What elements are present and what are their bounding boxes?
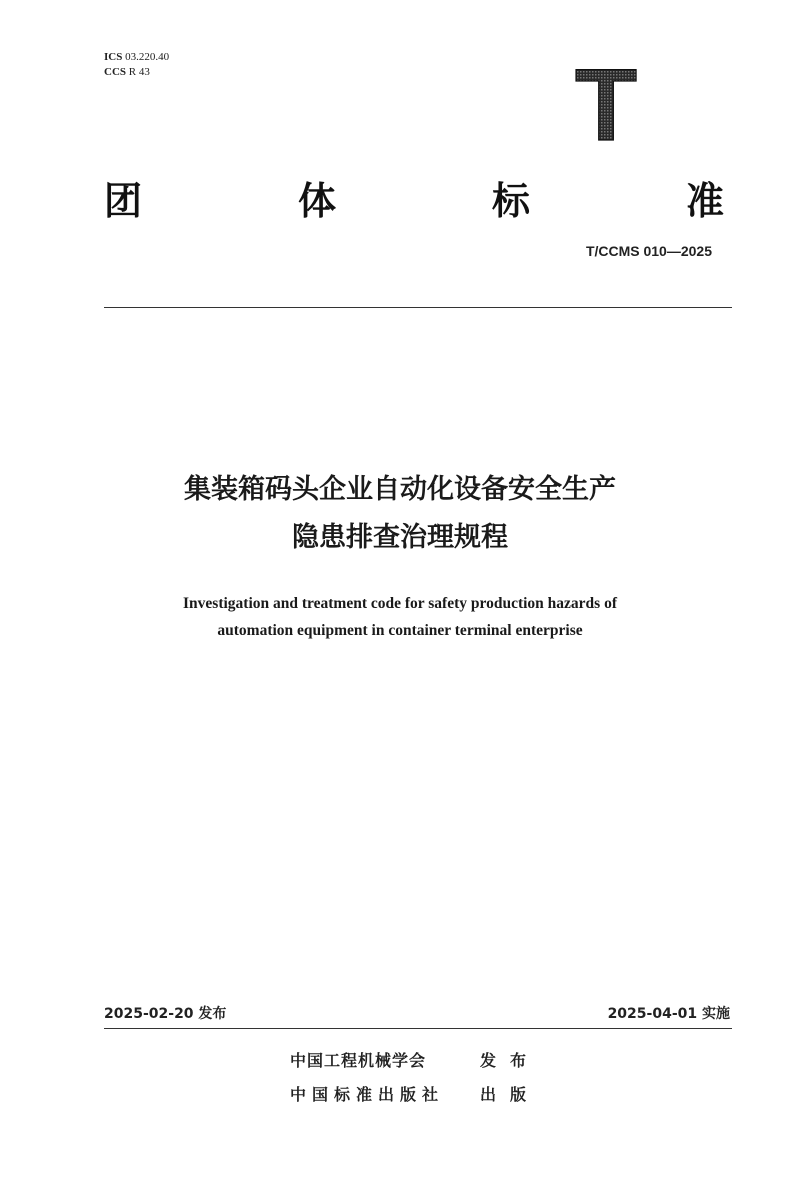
ics-value: 03.220.40 (125, 51, 170, 63)
release-date: 2025-02-20 发布 (104, 1006, 227, 1022)
standard-type-heading (104, 178, 724, 224)
title-en-line-1: Investigation and treatment code for safety production hazards of (183, 595, 617, 612)
t-standard-logo (574, 62, 638, 144)
standard-number: T/CCMS 010—2025 (585, 243, 712, 259)
press-action: 出版 (480, 1085, 541, 1104)
standard-type-char: 团 (104, 179, 143, 223)
press-row (290, 1084, 540, 1106)
implementation-date: 2025-04-01 实施 (607, 1006, 730, 1022)
logo-letter: T (574, 62, 638, 144)
ccs-code (104, 65, 169, 80)
footer-divider (104, 1028, 732, 1029)
classification-codes (104, 50, 169, 80)
publisher-action: 发布 (480, 1051, 541, 1070)
title-cn-line-1: 集装箱码头企业自动化设备安全生产 (184, 474, 616, 505)
ics-code (104, 50, 169, 65)
ccs-label: CCS (104, 66, 127, 78)
publisher-name: 中国工程机械学会 (290, 1051, 427, 1070)
standard-type-char: 体 (297, 179, 336, 223)
header-divider (104, 307, 732, 308)
title-en-line-2: automation equipment in container terminal enterprise (217, 622, 583, 639)
title-cn-line-2: 隐患排查治理规程 (292, 522, 508, 553)
standard-type-char: 准 (685, 179, 724, 223)
ics-label: ICS (104, 51, 123, 63)
publisher-row (290, 1050, 540, 1072)
ccs-value: R 43 (128, 66, 150, 78)
standard-type-char: 标 (491, 179, 530, 223)
press-name: 中国标准出版社 (290, 1085, 445, 1104)
